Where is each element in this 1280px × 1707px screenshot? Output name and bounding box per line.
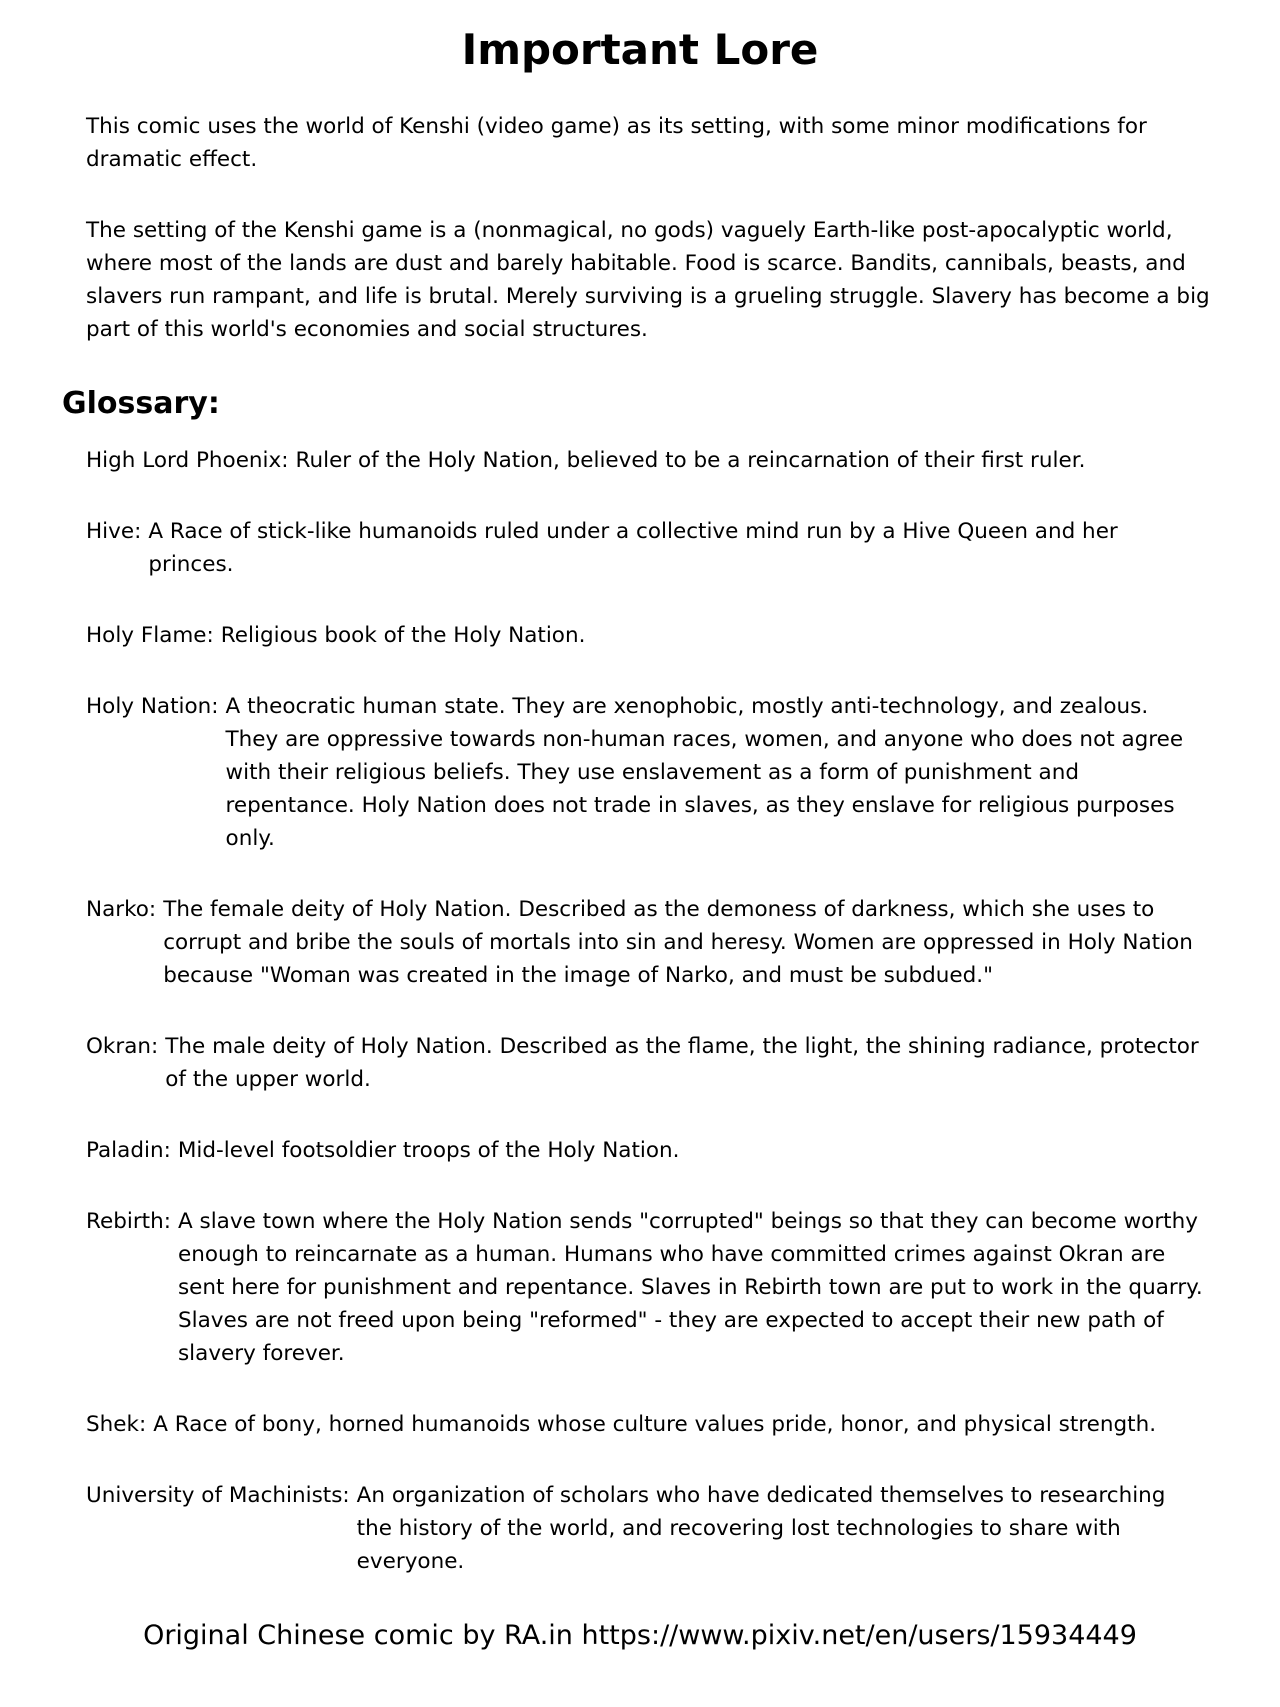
glossary-term: Okran: (86, 1034, 159, 1059)
glossary-entry-rebirth (86, 1205, 1206, 1370)
glossary-list (86, 444, 1206, 1578)
glossary-entry-holy-flame (86, 619, 1206, 652)
glossary-term: Paladin: (86, 1138, 171, 1163)
footer-credit: Original Chinese comic by RA.in https://www.pixiv.net/en/users/15934449 (143, 1620, 1137, 1651)
glossary-term: Narko: (86, 897, 157, 922)
glossary-entry-holy-nation (86, 690, 1206, 855)
glossary-definition: Religious book of the Holy Nation. (220, 623, 586, 648)
glossary-definition: Mid-level footsoldier troops of the Holy Nation. (177, 1138, 680, 1163)
glossary-term: Rebirth: (86, 1209, 171, 1234)
glossary-term: University of Machinists: (86, 1483, 350, 1508)
glossary-definition: An organization of scholars who have dedicated themselves to researching the history of the world, and recovering lost technologies to share with everyone. (356, 1483, 1166, 1574)
glossary-definition: The male deity of Holy Nation. Described as the flame, the light, the shining radiance, protector of the upper world. (165, 1034, 1199, 1092)
glossary-entry-university-of-machinists (86, 1479, 1206, 1578)
glossary-term: Shek: (86, 1412, 147, 1437)
glossary-definition: A Race of bony, horned humanoids whose culture values pride, honor, and physical strength. (153, 1412, 1157, 1437)
page-title: Important Lore (461, 25, 819, 74)
glossary-entry-shek (86, 1408, 1206, 1441)
intro-paragraph-2: The setting of the Kenshi game is a (nonmagical, no gods) vaguely Earth-like post-apocalyptic world, where most of the lands are dust and barely habitable. Food is scarce. Bandits, cannibals, beasts, and slavers run rampant, and life is brutal. Merely surviving is a grueling struggle. Slavery has become a big part of this world's economies and social structures. (86, 218, 1210, 342)
glossary-entry-narko (86, 893, 1206, 992)
intro-paragraph-1: This comic uses the world of Kenshi (video game) as its setting, with some minor modifications for dramatic effect. (86, 114, 1147, 172)
glossary-heading: Glossary: (62, 386, 220, 421)
glossary-entry-high-lord-phoenix (86, 444, 1206, 477)
glossary-definition: The female deity of Holy Nation. Described as the demoness of darkness, which she uses to corrupt and bribe the souls of mortals into sin and heresy. Women are oppressed in Holy Nation because "Woman was created in the image of Narko, and must be subdued." (163, 897, 1193, 988)
glossary-term: High Lord Phoenix: (86, 448, 289, 473)
glossary-term: Hive: (86, 519, 142, 544)
glossary-term: Holy Flame: (86, 623, 214, 648)
glossary-definition: A slave town where the Holy Nation sends "corrupted" beings so that they can become worthy enough to reincarnate as a human. Humans who have committed crimes against Okran are sent here for punishment and repentance. Slaves in Rebirth town are put to work in the quarry. Slaves are not freed upon being "reformed" - they are expected to accept their new path of slavery forever. (177, 1209, 1203, 1366)
glossary-entry-okran (86, 1030, 1206, 1096)
glossary-entry-hive (86, 515, 1206, 581)
glossary-term: Holy Nation: (86, 694, 219, 719)
glossary-entry-paladin (86, 1134, 1206, 1167)
glossary-definition: A Race of stick-like humanoids ruled under a collective mind run by a Hive Queen and her princes. (148, 519, 1118, 577)
glossary-definition: A theocratic human state. They are xenophobic, mostly anti-technology, and zealous. They are oppressive towards non-human races, women, and anyone who does not agree with their religious beliefs. They use enslavement as a form of punishment and repentance. Holy Nation does not trade in slaves, as they enslave for religious purposes only. (225, 694, 1184, 851)
glossary-definition: Ruler of the Holy Nation, believed to be a reincarnation of their first ruler. (295, 448, 1086, 473)
